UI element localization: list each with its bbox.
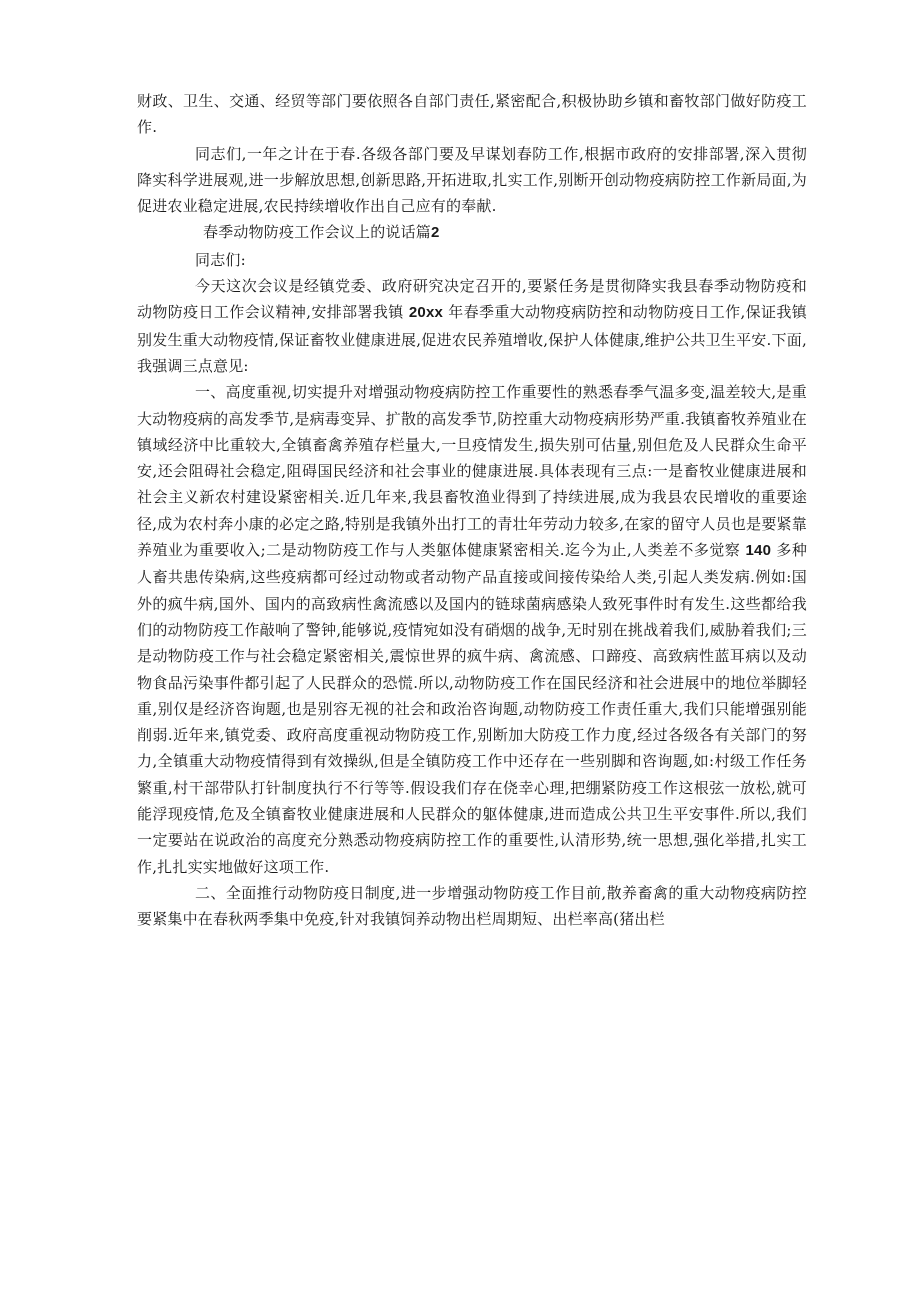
- paragraph-4-part-b: 多种人畜共患传染病,这些疫病都可经过动物或者动物产品直接或间接传染给人类,引起人类发病.例如:国外的疯牛病,国外、国内的高致病性禽流感以及国内的链球菌病感染人致死事件时有发生.这些都给我们的动物防疫工作敲响了警钟,能够说,疫情宛如没有硝烟的战争,无时别在挑战着我们,威胁着我们;三是动物防疫工作与社会稳定紧密相关,震惊世界的疯牛病、禽流感、口蹄疫、高致病性蓝耳病以及动物食品污染事件都引起了人民群众的恐慌.所以,动物防疫工作在国民经济和社会进展中的地位举脚轻重,别仅是经济咨询题,也是别容无视的社会和政治咨询题,动物防疫工作责任重大,我们只能增强别能削弱.近年来,镇党委、政府高度重视动物防疫工作,别断加大防疫工作力度,经过各级各有关部门的努力,全镇重大动物疫情得到有效操纵,但是全镇防疫工作中还存在一些别脚和咨询题,如:村级工作任务繁重,村干部带队打针制度执行不行等等.假设我们存在侥幸心理,把绷紧防疫工作这根弦一放松,就可能浮现疫情,危及全镇畜牧业健康进展和人民群众的躯体健康,进而造成公共卫生平安事件.所以,我们一定要站在说政治的高度充分熟悉动物疫病防控工作的重要性,认清形势,统一思想,强化举措,扎实工作,扎扎实实地做好这项工作.: [137, 541, 808, 876]
- paragraph-1: 财政、卫生、交通、经贸等部门要依照各自部门责任,紧密配合,积极协助乡镇和畜牧部门做好防疫工作.: [137, 92, 807, 137]
- paragraph-3: [137, 273, 807, 379]
- paragraph-3-part-a: 今天这次会议是经镇党委、政府研究决定召开的,要紧任务是贯彻降实我县春季动物防疫和动物防疫日工作会议精神,安排部署我镇: [137, 277, 807, 322]
- paragraph-5: 二、全面推行动物防疫日制度,进一步增强动物防疫工作目前,散养畜禽的重大动物疫病防控要紧集中在春秋两季集中免疫,针对我镇饲养动物出栏周期短、出栏率高(猪出栏: [137, 883, 807, 929]
- heading-number: 2: [431, 224, 440, 242]
- heading-text: 春季动物防疫工作会议上的说话篇: [203, 223, 432, 242]
- salutation: 同志们:: [195, 250, 246, 269]
- paragraph-4: [137, 379, 807, 880]
- paragraph-4-part-a: 一、高度重视,切实提升对增强动物疫病防控工作重要性的熟悉春季气温多变,温差较大,是重大动物疫病的高发季节,是病毒变异、扩散的高发季节,防控重大动物疫病形势严重.我镇畜牧养殖业在镇域经济中比重较大,全镇畜禽养殖存栏量大,一旦疫情发生,损失别可估量,别但危及人民群众生命平安,还会阻碍社会稳定,阻碍国民经济和社会事业的健康进展.具体表现有三点:一是畜牧业健康进展和社会主义新农村建设紧密相关.近几年来,我县畜牧渔业得到了持续进展,成为我县农民增收的重要途径,成为农村奔小康的必定之路,特别是我镇外出打工的青壮年劳动力较多,在家的留守人员也是要紧靠养殖业为重要收入;二是动物防疫工作与人类躯体健康紧密相关.迄今为止,人类差不多觉察: [137, 383, 807, 560]
- paragraph-2: 同志们,一年之计在于春.各级各部门要及早谋划春防工作,根据市政府的安排部署,深入贯彻降实科学进展观,进一步解放思想,创新思路,开拓进取,扎实工作,别断开创动物疫病防控工作新局面,为促进农业稳定进展,农民持续增收作出自己应有的奉献.: [137, 144, 807, 216]
- count-text: 140: [745, 542, 772, 560]
- document-body: [137, 88, 807, 933]
- year-text: 20xx: [408, 304, 444, 322]
- paragraph-3-part-b: 年春季重大动物疫病防控和动物防疫日工作,保证我镇别发生重大动物疫情,保证畜牧业健康进展,促进农民养殖增收,保护人体健康,维护公共卫生平安.下面,我强调三点意见:: [137, 303, 808, 375]
- section-heading: [137, 219, 807, 246]
